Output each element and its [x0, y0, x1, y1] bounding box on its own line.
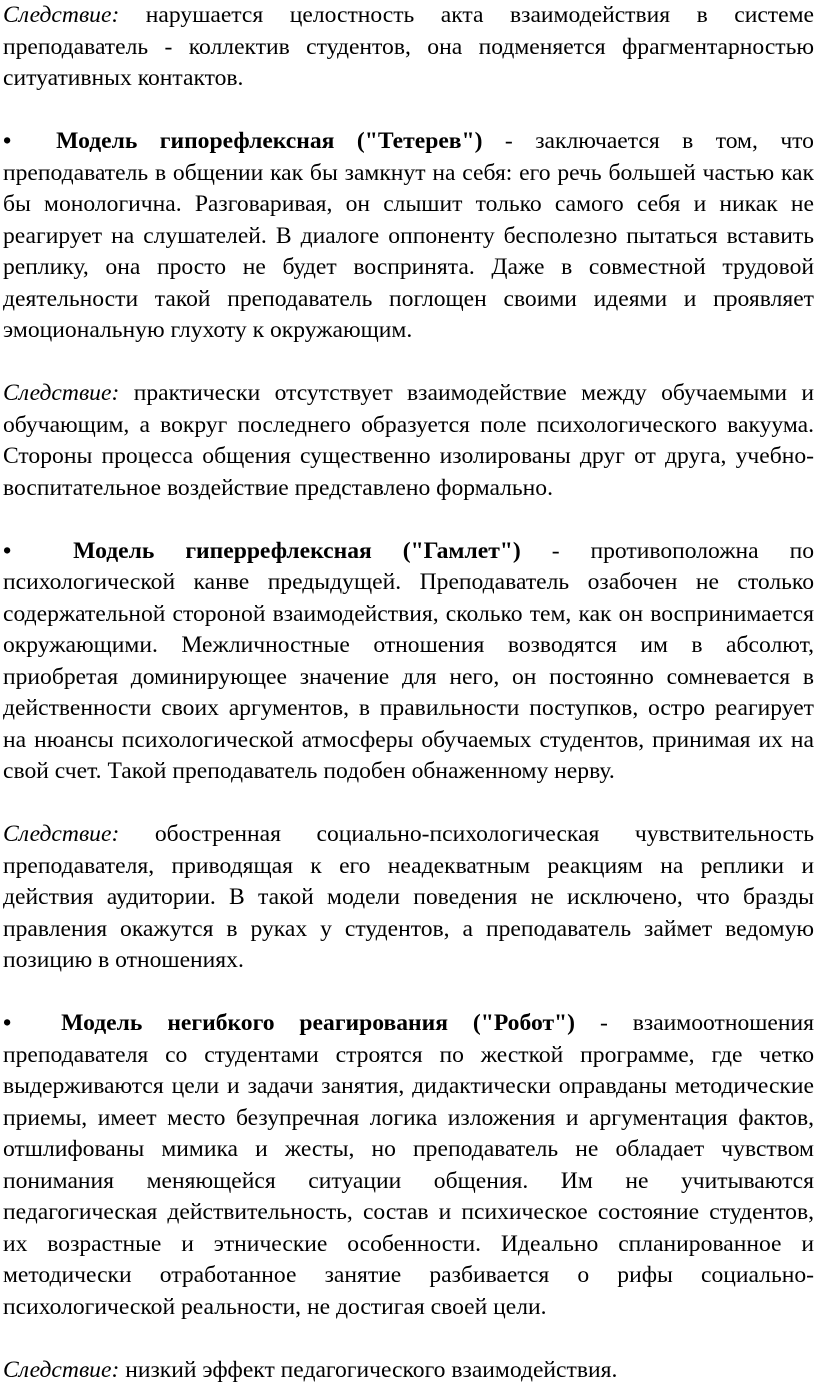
consequence-label: Следствие:: [3, 1357, 119, 1383]
consequence-paragraph-2: [3, 378, 814, 504]
bullet-marker: •: [3, 128, 11, 154]
consequence-paragraph-4: [3, 1355, 814, 1386]
consequence-paragraph-1: [3, 0, 814, 95]
paragraph-spacer: [3, 977, 814, 1009]
paragraph-text: обостренная социально-психологическая чувствительность преподавателя, приводящая к его неадекватным реакциям на реплики и действия аудитории. В такой модели поведения не исключено, что бразды правления окажутся в руках у студентов, а преподаватель займет ведомую позицию в отношениях.: [3, 821, 814, 973]
consequence-label: Следствие:: [3, 2, 119, 28]
paragraph-spacer: [3, 347, 814, 379]
paragraph-spacer: [3, 1323, 814, 1355]
model-paragraph-hamlet: [3, 536, 814, 788]
paragraph-text: низкий эффект педагогического взаимодействия.: [119, 1357, 617, 1383]
paragraph-text: нарушается целостность акта взаимодействия в системе преподаватель - коллектив студентов, она подменяется фрагментарностью ситуативных контактов.: [3, 2, 814, 91]
consequence-paragraph-3: [3, 819, 814, 977]
paragraph-spacer: [3, 504, 814, 536]
paragraph-spacer: [3, 788, 814, 820]
model-title: Модель негибкого реагирования ("Робот"): [61, 1010, 575, 1036]
consequence-label: Следствие:: [3, 821, 119, 847]
bullet-marker: •: [3, 1010, 11, 1036]
paragraph-text: практически отсутствует взаимодействие между обучаемыми и обучающим, а вокруг последнего образуется поле психологического вакуума. Стороны процесса общения существенно изолированы друг от друга, учебно-воспитательное воздействие представлено формально.: [3, 380, 814, 501]
consequence-label: Следствие:: [3, 380, 119, 406]
model-title: Модель гипорефлексная ("Тетерев"): [56, 128, 482, 154]
paragraph-text: - противоположна по психологической канве предыдущей. Преподаватель озабочен не столько содержательной стороной взаимодействия, сколько тем, как он воспринимается окружающими. Межличностные отношения возводятся им в абсолют, приобретая доминирующее значение для него, он постоянно сомневается в действенности своих аргументов, в правильности поступков, остро реагирует на нюансы психологической атмосферы обучаемых студентов, принимая их на свой счет. Такой преподаватель подобен обнаженному нерву.: [3, 538, 814, 785]
model-title: Модель гиперрефлексная ("Гамлет"): [73, 538, 521, 564]
paragraph-text: - взаимоотношения преподавателя со студентами строятся по жесткой программе, где четко выдерживаются цели и задачи занятия, дидактически оправданы методические приемы, имеет место безупречная логика изложения и аргументация фактов, отшлифованы мимика и жесты, но преподаватель не обладает чувством понимания меняющейся ситуации общения. Им не учитываются педагогическая действительность, состав и психическое состояние студентов, их возрастные и этнические особенности. Идеально спланированное и методически отработанное занятие разбивается о рифы социально-психологической реальности, не достигая своей цели.: [3, 1010, 814, 1320]
paragraph-text: - заключается в том, что преподаватель в общении как бы замкнут на себя: его речь большей частью как бы монологична. Разговаривая, он слышит только самого себя и никак не реагирует на слушателей. В диалоге оппоненту бесполезно пытаться вставить реплику, она просто не будет воспринята. Даже в совместной трудовой деятельности такой преподаватель поглощен своими идеями и проявляет эмоциональную глухоту к окружающим.: [3, 128, 814, 343]
model-paragraph-robot: [3, 1008, 814, 1323]
bullet-marker: •: [3, 538, 11, 564]
model-paragraph-teterev: [3, 126, 814, 347]
paragraph-spacer: [3, 95, 814, 127]
